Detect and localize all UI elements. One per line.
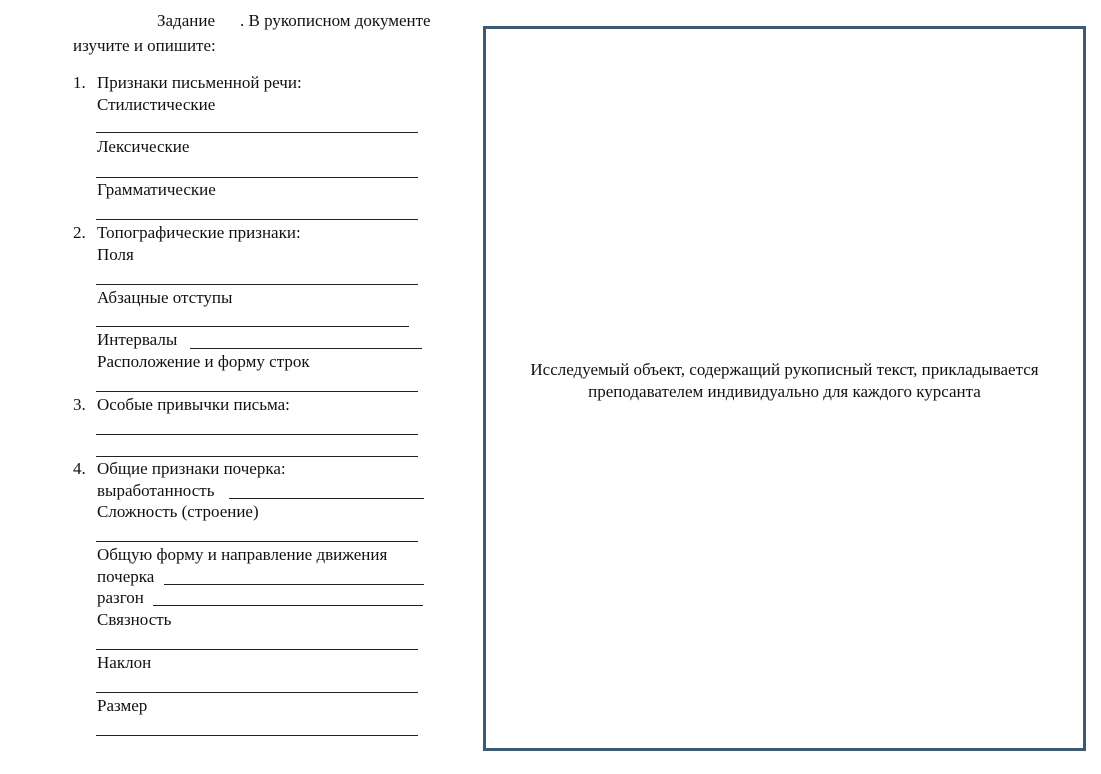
field-label-development: выработанность — [97, 481, 215, 500]
answer-line-size[interactable] — [96, 735, 418, 736]
answer-line-grammatical[interactable] — [96, 219, 418, 220]
task-label: Задание — [157, 11, 215, 30]
section-4-number: 4. — [73, 459, 86, 478]
sample-document-frame — [483, 26, 1086, 751]
section-3-number: 3. — [73, 395, 86, 414]
answer-line-margins[interactable] — [96, 284, 418, 285]
section-3-title: Особые привычки письма: — [97, 395, 290, 414]
answer-line-general-form[interactable] — [164, 584, 424, 585]
answer-line-habits-2[interactable] — [96, 456, 418, 457]
field-label-indents: Абзацные отступы — [97, 288, 233, 307]
section-1-title: Признаки письменной речи: — [97, 73, 302, 92]
answer-line-stylistic[interactable] — [96, 132, 418, 133]
field-label-margins: Поля — [97, 245, 134, 264]
field-label-connectivity: Связность — [97, 610, 172, 629]
answer-line-development[interactable] — [229, 498, 424, 499]
field-label-slant: Наклон — [97, 653, 152, 672]
sample-document-note: Исследуемый объект, содержащий рукописный текст, прикладывается преподавателем индивидуально для каждого курсанта — [530, 360, 1039, 401]
section-2-number: 2. — [73, 223, 86, 242]
field-label-handwriting: почерка — [97, 567, 155, 586]
section-2-title: Топографические признаки: — [97, 223, 301, 242]
field-label-grammatical: Грамматические — [97, 180, 216, 199]
field-label-size: Размер — [97, 696, 148, 715]
task-instruction: изучите и опишите: — [73, 36, 216, 55]
answer-line-intervals[interactable] — [190, 348, 422, 349]
section-4-title: Общие признаки почерка: — [97, 459, 286, 478]
answer-line-slant[interactable] — [96, 692, 418, 693]
answer-line-speed[interactable] — [153, 605, 423, 606]
field-label-lines-layout: Расположение и форму строк — [97, 352, 310, 371]
field-label-stylistic: Стилистические — [97, 95, 216, 114]
answer-line-indents[interactable] — [96, 326, 409, 327]
answer-line-habits-1[interactable] — [96, 434, 418, 435]
field-label-intervals: Интервалы — [97, 330, 178, 349]
answer-line-complexity[interactable] — [96, 541, 418, 542]
field-label-speed: разгон — [97, 588, 144, 607]
field-label-complexity: Сложность (строение) — [97, 502, 259, 521]
answer-line-lexical[interactable] — [96, 177, 418, 178]
field-label-general-form: Общую форму и направление движения — [97, 545, 388, 564]
section-1-number: 1. — [73, 73, 86, 92]
answer-line-connectivity[interactable] — [96, 649, 418, 650]
task-subtitle: . В рукописном документе — [240, 11, 431, 30]
answer-line-lines-layout[interactable] — [96, 391, 418, 392]
field-label-lexical: Лексические — [97, 137, 190, 156]
